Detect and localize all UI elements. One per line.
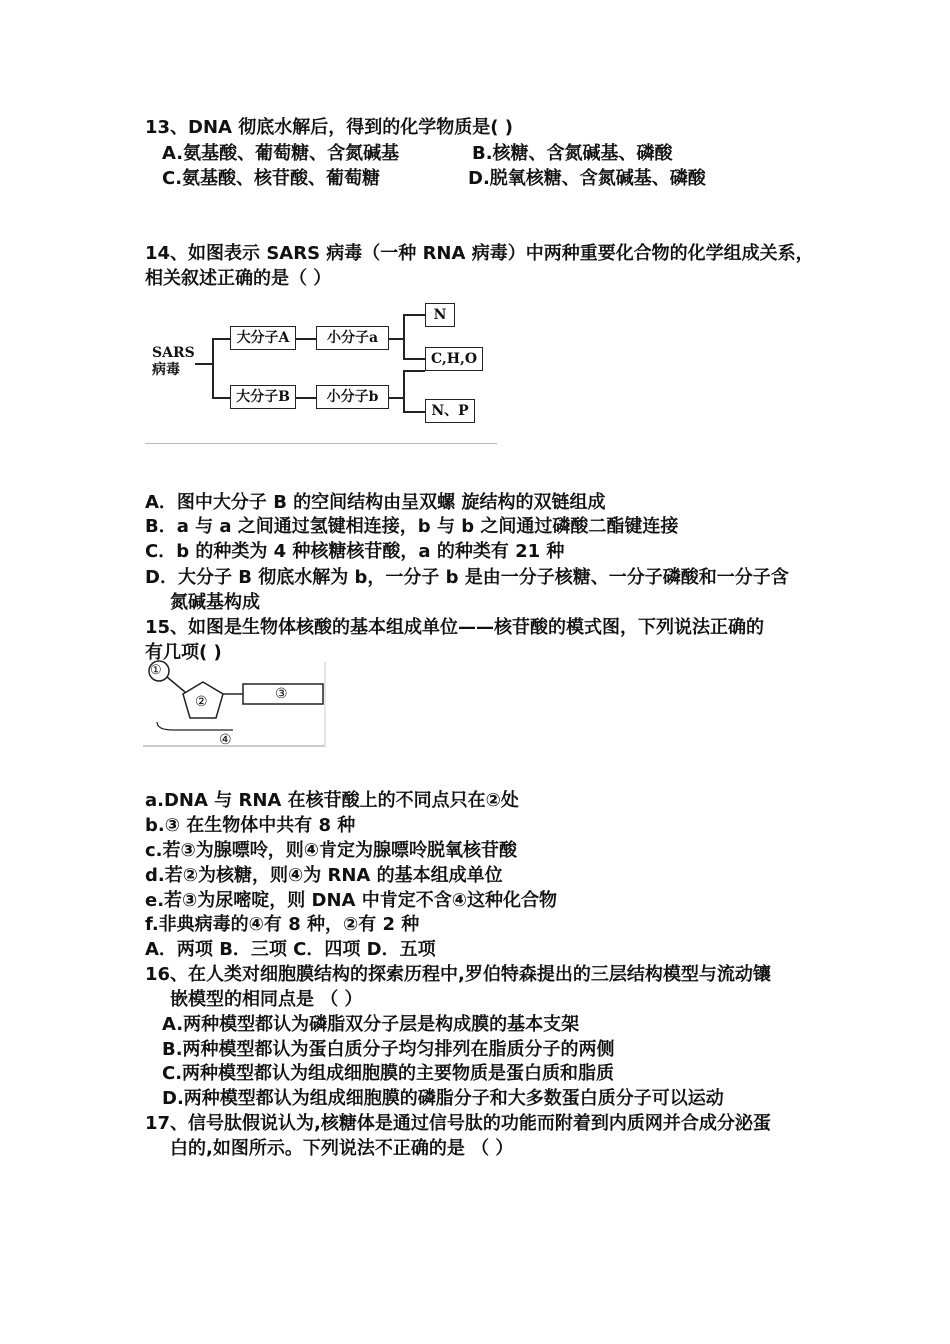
small-molecule-b-box: 小分子b [316,385,389,409]
connector [389,397,403,399]
label-2: ② [195,694,208,710]
q14-option-d-line1: D．大分子 B 彻底水解为 b，一分子 b 是由一分子核糖、一分子磷酸和一分子含 [145,567,789,588]
macromolecule-a-box: 大分子A [230,326,296,350]
q13-option-c: C.氨基酸、核苷酸、葡萄糖 [162,168,381,189]
q15-item-a: a.DNA 与 RNA 在核苷酸上的不同点只在②处 [145,790,519,811]
q15-item-e: e.若③为尿嘧啶，则 DNA 中肯定不含④这种化合物 [145,890,557,911]
macromolecule-b-box: 大分子B [230,385,296,409]
q14-option-c: C．b 的种类为 4 种核糖核苷酸，a 的种类有 21 种 [145,541,565,562]
element-cho-box: C,H,O [425,347,483,371]
sars-composition-diagram [145,295,500,447]
q14-stem-line1: 14、如图表示 SARS 病毒（一种 RNA 病毒）中两种重要化合物的化学组成关系， [145,243,814,264]
connector [389,338,403,340]
q13-stem: 13、DNA 彻底水解后，得到的化学物质是( ) [145,117,513,138]
q15-item-b: b.③ 在生物体中共有 8 种 [145,815,356,836]
q15-item-d: d.若②为核糖，则④为 RNA 的基本组成单位 [145,865,503,886]
q15-stem-line2: 有几项( ) [145,642,222,663]
q13-option-b: B.核糖、含氮碱基、磷酸 [472,143,673,164]
q14-option-b: B．a 与 a 之间通过氢键相连接，b 与 b 之间通过磷酸二酯键连接 [145,516,679,537]
connector [403,358,425,360]
small-molecule-a-box: 小分子a [316,326,389,350]
connector [212,397,230,399]
q16-option-d: D.两种模型都认为组成细胞膜的磷脂分子和大多数蛋白质分子可以运动 [162,1088,724,1109]
connector [403,370,425,372]
q17-stem-line1: 17、信号肽假说认为,核糖体是通过信号肽的功能而附着到内质网并合成分泌蛋 [145,1113,771,1134]
q13-option-a: A.氨基酸、葡萄糖、含氮碱基 [162,143,400,164]
element-n-box: N [425,303,455,327]
q15-stem-line1: 15、如图是生物体核酸的基本组成单位——核苷酸的模式图，下列说法正确的 [145,617,765,638]
q14-option-a: A．图中大分子 B 的空间结构由呈双螺 旋结构的双链组成 [145,492,606,513]
bond-line [167,677,185,692]
q17-stem-line2: 白的,如图所示。下列说法不正确的是 （ ） [170,1138,514,1159]
q13-option-d: D.脱氧核糖、含氮碱基、磷酸 [468,168,706,189]
element-np-box: N、P [425,399,475,423]
connector [195,363,212,365]
nucleotide-svg [143,660,328,750]
nucleotide-bracket [157,722,233,730]
q15-item-c: c.若③为腺嘌呤，则④肯定为腺嘌呤脱氧核苷酸 [145,840,517,861]
q15-options: A．两项 B．三项 C．四项 D．五项 [145,939,436,960]
nucleotide-diagram [143,660,328,750]
q14-option-d-line2: 氮碱基构成 [170,592,260,613]
label-3: ③ [275,686,288,702]
connector [403,411,425,413]
q16-option-a: A.两种模型都认为磷脂双分子层是构成膜的基本支架 [162,1014,580,1035]
label-4: ④ [219,732,232,748]
connector [403,314,425,316]
q14-stem-line2: 相关叙述正确的是（ ） [145,268,332,289]
virus-label: SARS 病毒 [152,345,195,378]
connector [212,338,230,340]
connector [212,338,214,397]
q16-stem-line1: 16、在人类对细胞膜结构的探索历程中,罗伯特森提出的三层结构模型与流动镶 [145,964,771,985]
connector [296,397,316,399]
q16-stem-line2: 嵌模型的相同点是 （ ） [170,989,363,1010]
connector [296,338,316,340]
q16-option-b: B.两种模型都认为蛋白质分子均匀排列在脂质分子的两侧 [162,1039,615,1060]
diagram-baseline [145,443,497,444]
label-1: ① [150,663,162,678]
connector [403,370,405,411]
q15-item-f: f.非典病毒的④有 8 种，②有 2 种 [145,914,420,935]
connector [403,314,405,359]
q16-option-c: C.两种模型都认为组成细胞膜的主要物质是蛋白质和脂质 [162,1063,615,1084]
